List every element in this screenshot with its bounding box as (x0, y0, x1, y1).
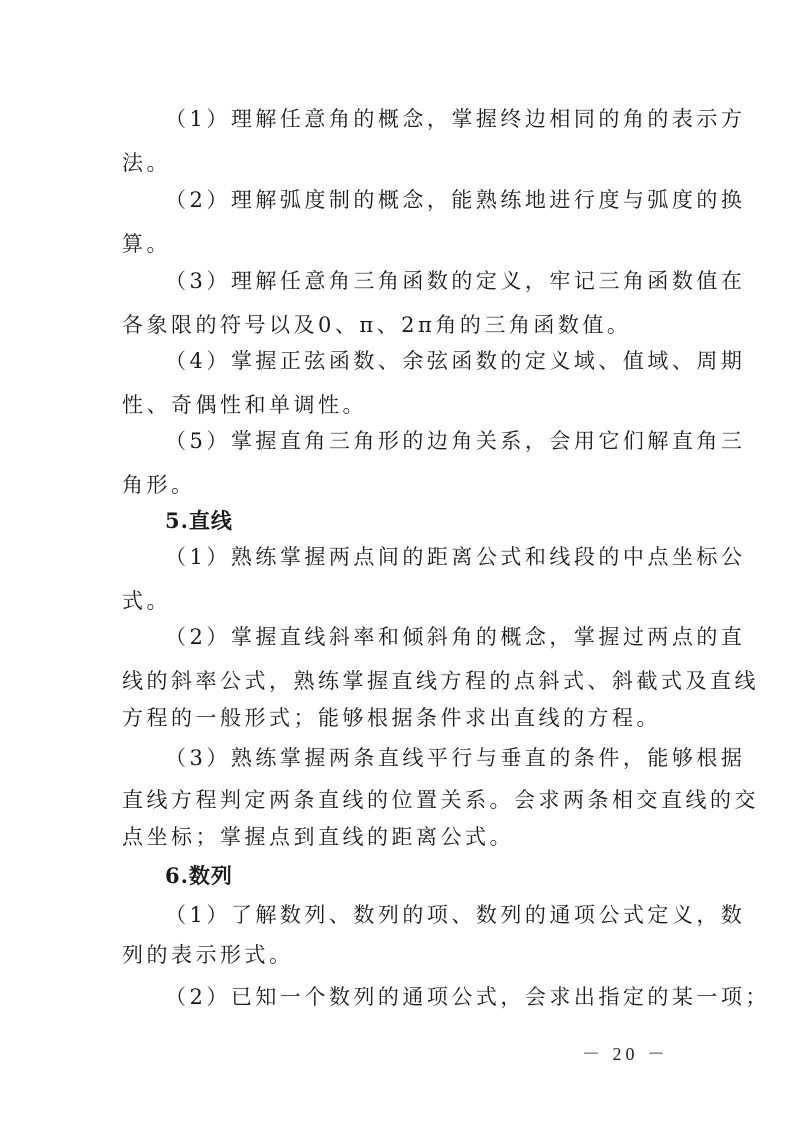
paragraph-line: 法。 (122, 151, 171, 175)
paragraph-line: 角形。 (122, 473, 196, 497)
paragraph-line: 算。 (122, 232, 171, 256)
paragraph-line: 性、奇偶性和单调性。 (122, 393, 367, 417)
paragraph-line: （2）掌握直线斜率和倾斜角的概念，掌握过两点的直 (165, 625, 746, 649)
paragraph-line: （5）掌握直角三角形的边角关系，会用它们解直角三 (165, 429, 746, 453)
section-heading: 5.直线 (165, 508, 233, 533)
paragraph-line: 点坐标；掌握点到直线的距离公式。 (122, 825, 514, 849)
page-number: － 20 － (582, 1044, 669, 1064)
paragraph-line: （1）了解数列、数列的项、数列的通项公式定义，数 (165, 903, 746, 927)
paragraph-line: 方程的一般形式；能够根据条件求出直线的方程。 (122, 706, 661, 730)
paragraph-line: 列的表示形式。 (122, 943, 294, 967)
paragraph-line: 直线方程判定两条直线的位置关系。会求两条相交直线的交 (122, 788, 759, 812)
paragraph-line: （2）已知一个数列的通项公式，会求出指定的某一项； (165, 985, 770, 1009)
paragraph-line: （1）理解任意角的概念，掌握终边相同的角的表示方 (165, 107, 746, 131)
paragraph-line: 式。 (122, 589, 171, 613)
paragraph-line: （2）理解弧度制的概念，能熟练地进行度与弧度的换 (165, 188, 746, 212)
paragraph-line: （4）掌握正弦函数、余弦函数的定义域、值域、周期 (165, 349, 746, 373)
paragraph-line: （3）熟练掌握两条直线平行与垂直的条件，能够根据 (165, 746, 746, 770)
paragraph-line: 各象限的符号以及0、π、2π角的三角函数值。 (122, 313, 632, 337)
paragraph-line: 线的斜率公式，熟练掌握直线方程的点斜式、斜截式及直线 (122, 669, 759, 693)
paragraph-line: （1）熟练掌握两点间的距离公式和线段的中点坐标公 (165, 545, 746, 569)
paragraph-line: （3）理解任意角三角函数的定义，牢记三角函数值在 (165, 269, 746, 293)
section-heading: 6.数列 (165, 863, 233, 888)
